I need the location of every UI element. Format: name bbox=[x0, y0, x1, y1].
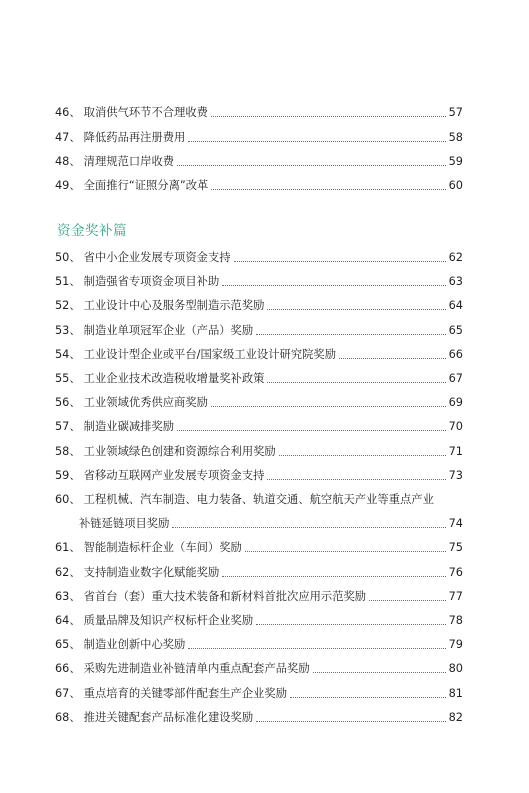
toc-entry[interactable] bbox=[55, 366, 463, 386]
dotted-leader bbox=[313, 671, 446, 673]
toc-entry-number: 53、 bbox=[55, 324, 81, 337]
dotted-leader bbox=[211, 115, 446, 117]
toc-entry-number: 67、 bbox=[55, 687, 81, 700]
toc-entry-number: 61、 bbox=[55, 541, 81, 554]
toc-entry-title: 工程机械、汽车制造、电力装备、轨道交通、航空航天产业等重点产业 bbox=[83, 493, 434, 506]
toc-entry[interactable] bbox=[55, 584, 463, 604]
toc-entry-page-number: 70 bbox=[448, 420, 463, 433]
dotted-leader bbox=[267, 381, 445, 383]
toc-entry-title: 制造强省专项资金项目补助 bbox=[83, 275, 220, 288]
dotted-leader bbox=[172, 526, 445, 528]
toc-entry[interactable] bbox=[55, 125, 463, 145]
toc-entry-page-number: 69 bbox=[448, 396, 463, 409]
toc-entry-title: 工业设计中心及服务型制造示范奖励 bbox=[83, 299, 265, 312]
toc-entry-title: 重点培育的关键零部件配套生产企业奖励 bbox=[83, 687, 288, 700]
dotted-leader bbox=[177, 429, 446, 431]
toc-entry-number: 62、 bbox=[55, 566, 81, 579]
toc-entry-number: 59、 bbox=[55, 469, 81, 482]
toc-entry-page-number: 73 bbox=[448, 469, 463, 482]
toc-entry-number: 46、 bbox=[55, 106, 81, 119]
toc-entry-title: 制造业碳减排奖励 bbox=[83, 420, 175, 433]
toc-entry[interactable] bbox=[55, 390, 463, 410]
dotted-leader bbox=[222, 284, 445, 286]
toc-entry-page-number: 71 bbox=[448, 445, 463, 458]
toc-entry-title: 支持制造业数字化赋能奖励 bbox=[83, 566, 220, 579]
dotted-leader bbox=[256, 720, 445, 722]
toc-entry-page-number: 59 bbox=[448, 155, 463, 168]
toc-entry-title: 制造业单项冠军企业（产品）奖励 bbox=[83, 324, 254, 337]
toc-entry-number: 47、 bbox=[55, 131, 81, 144]
toc-entry-title: 工业领域绿色创建和资源综合利用奖励 bbox=[83, 445, 276, 458]
toc-entry-number: 65、 bbox=[55, 638, 81, 651]
dotted-leader bbox=[211, 188, 445, 190]
toc-entry[interactable] bbox=[55, 681, 463, 701]
dotted-leader bbox=[234, 260, 446, 262]
toc-entry-page-number: 76 bbox=[448, 566, 463, 579]
toc-entry-number: 60、 bbox=[55, 493, 81, 506]
toc-entry-page-number: 80 bbox=[448, 662, 463, 675]
toc-entry-number: 57、 bbox=[55, 420, 81, 433]
section-heading: 资金奖补篇 bbox=[57, 223, 127, 239]
toc-entry-title: 补链延链项目奖励 bbox=[79, 517, 170, 530]
dotted-leader bbox=[290, 696, 446, 698]
toc-entry-number: 56、 bbox=[55, 396, 81, 409]
toc-entry-title: 清理规范口岸收费 bbox=[83, 155, 175, 168]
toc-entry-title: 降低药品再注册费用 bbox=[83, 131, 186, 144]
toc-entry-page-number: 63 bbox=[448, 275, 463, 288]
toc-entry[interactable] bbox=[55, 414, 463, 434]
toc-entry[interactable] bbox=[55, 608, 463, 628]
toc-entry-page-number: 82 bbox=[448, 711, 463, 724]
toc-entry-title: 制造业创新中心奖励 bbox=[83, 638, 186, 651]
dotted-leader bbox=[267, 308, 445, 310]
dotted-leader bbox=[188, 140, 445, 142]
toc-entry-number: 52、 bbox=[55, 299, 81, 312]
dotted-leader bbox=[177, 164, 446, 166]
toc-entry[interactable] bbox=[55, 342, 463, 362]
toc-entry-number: 63、 bbox=[55, 590, 81, 603]
toc-entry-title: 工业企业技术改造税收增量奖补政策 bbox=[83, 372, 265, 385]
dotted-leader bbox=[279, 454, 446, 456]
toc-entry[interactable] bbox=[55, 632, 463, 652]
toc-entry-number: 49、 bbox=[55, 179, 81, 192]
toc-entry-title: 工业设计型企业或平台/国家级工业设计研究院奖励 bbox=[83, 348, 337, 361]
toc-entry-title: 全面推行“证照分离”改革 bbox=[83, 179, 209, 192]
dotted-leader bbox=[222, 575, 445, 577]
dotted-leader bbox=[267, 478, 445, 480]
dotted-leader bbox=[256, 333, 445, 335]
toc-entry-title: 省移动互联网产业发展专项资金支持 bbox=[83, 469, 265, 482]
toc-entry-number: 64、 bbox=[55, 614, 81, 627]
toc-entry-page-number: 65 bbox=[448, 324, 463, 337]
toc-entry[interactable] bbox=[55, 100, 463, 120]
toc-entry-title: 省中小企业发展专项资金支持 bbox=[83, 251, 231, 264]
toc-entry[interactable] bbox=[55, 439, 463, 459]
toc-entry-number: 58、 bbox=[55, 445, 81, 458]
toc-entry[interactable] bbox=[55, 487, 463, 507]
toc-entry-number: 50、 bbox=[55, 251, 81, 264]
toc-entry-page-number: 57 bbox=[448, 106, 463, 119]
dotted-leader bbox=[369, 599, 446, 601]
toc-entry-page-number: 66 bbox=[448, 348, 463, 361]
toc-entry-number: 54、 bbox=[55, 348, 81, 361]
toc-entry[interactable] bbox=[79, 511, 463, 531]
toc-entry-number: 55、 bbox=[55, 372, 81, 385]
toc-entry[interactable] bbox=[55, 463, 463, 483]
toc-entry-page-number: 60 bbox=[448, 179, 463, 192]
toc-entry-number: 48、 bbox=[55, 155, 81, 168]
toc-entry-title: 质量品牌及知识产权标杆企业奖励 bbox=[83, 614, 254, 627]
dotted-leader bbox=[339, 357, 446, 359]
toc-entry[interactable] bbox=[55, 293, 463, 313]
toc-entry-title: 工业领域优秀供应商奖励 bbox=[83, 396, 208, 409]
toc-entry-page-number: 81 bbox=[448, 687, 463, 700]
dotted-leader bbox=[256, 623, 445, 625]
toc-entry-number: 66、 bbox=[55, 662, 81, 675]
toc-entry-title: 采购先进制造业补链清单内重点配套产品奖励 bbox=[83, 662, 310, 675]
toc-entry-page-number: 77 bbox=[448, 590, 463, 603]
dotted-leader bbox=[188, 647, 445, 649]
toc-entry-number: 51、 bbox=[55, 275, 81, 288]
toc-entry[interactable] bbox=[55, 269, 463, 289]
toc-entry[interactable] bbox=[55, 560, 463, 580]
toc-entry[interactable] bbox=[55, 149, 463, 169]
toc-entry-title: 省首台（套）重大技术装备和新材料首批次应用示范奖励 bbox=[83, 590, 367, 603]
dotted-leader bbox=[245, 550, 446, 552]
dotted-leader bbox=[211, 405, 446, 407]
toc-entry-title: 推进关键配套产品标准化建设奖励 bbox=[83, 711, 254, 724]
toc-entry[interactable] bbox=[55, 705, 463, 725]
toc-entry-page-number: 58 bbox=[448, 131, 463, 144]
toc-entry-page-number: 67 bbox=[448, 372, 463, 385]
toc-entry-title: 智能制造标杆企业（车间）奖励 bbox=[83, 541, 242, 554]
toc-entry[interactable] bbox=[55, 656, 463, 676]
toc-entry[interactable] bbox=[55, 173, 463, 193]
toc-entry-page-number: 62 bbox=[448, 251, 463, 264]
toc-entry[interactable] bbox=[55, 535, 463, 555]
toc-entry-title: 取消供气环节不合理收费 bbox=[83, 106, 208, 119]
toc-entry-page-number: 78 bbox=[448, 614, 463, 627]
toc-entry-number: 68、 bbox=[55, 711, 81, 724]
toc-entry[interactable] bbox=[55, 318, 463, 338]
toc-entry-page-number: 64 bbox=[448, 299, 463, 312]
toc-entry-page-number: 75 bbox=[448, 541, 463, 554]
toc-entry-page-number: 74 bbox=[448, 517, 463, 530]
toc-entry-page-number: 79 bbox=[448, 638, 463, 651]
toc-entry[interactable] bbox=[55, 245, 463, 265]
